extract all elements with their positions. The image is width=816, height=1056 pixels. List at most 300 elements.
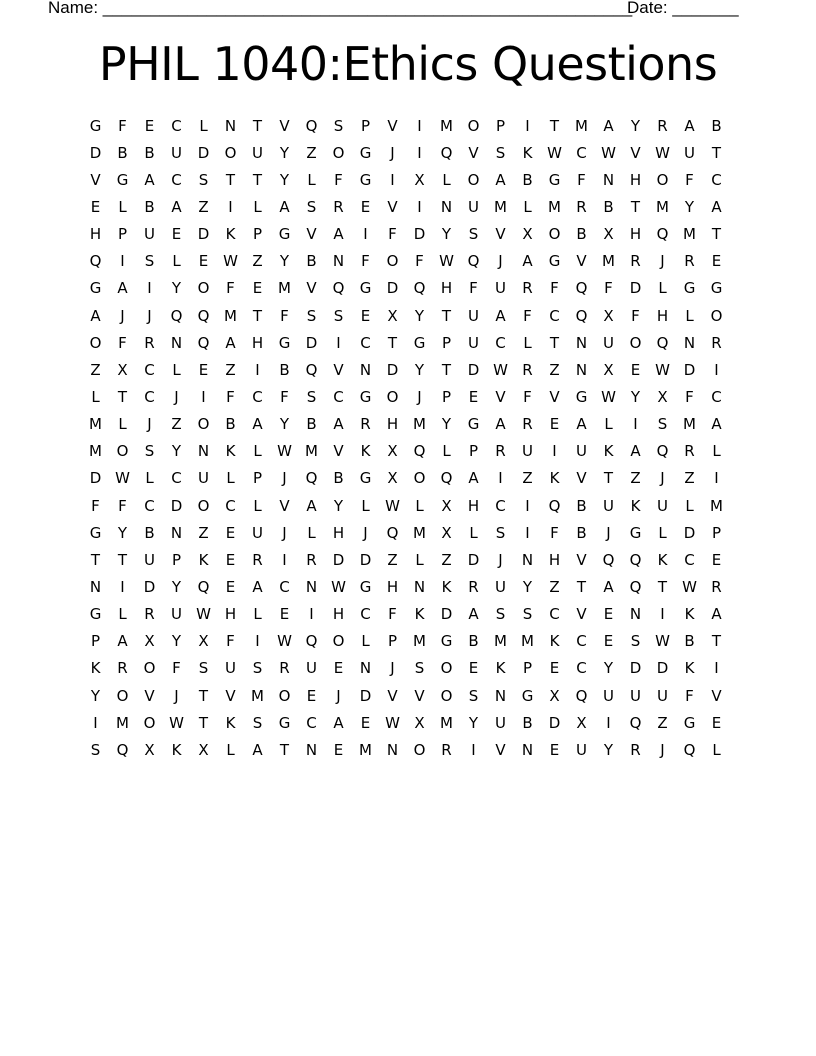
grid-letter: U (468, 197, 479, 216)
grid-letter: A (252, 740, 263, 759)
grid-letter: G (89, 605, 102, 624)
grid-letter: S (198, 659, 209, 678)
grid-letter: C (549, 306, 560, 325)
grid-letter: N (332, 252, 345, 271)
grid-letter: E (711, 713, 722, 732)
grid-letter: V (387, 686, 398, 705)
grid-letter: U (495, 713, 506, 732)
grid-letter: C (711, 170, 722, 189)
grid-letter: Q (413, 279, 426, 298)
grid-letter: O (413, 469, 426, 488)
grid-letter: V (495, 740, 506, 759)
grid-letter: I (525, 116, 530, 135)
grid-letter: D (197, 143, 210, 162)
grid-letter: G (278, 713, 291, 732)
grid-letter: G (359, 170, 372, 189)
grid-letter: B (279, 360, 290, 379)
grid-letter: C (549, 605, 560, 624)
grid-letter: U (576, 740, 587, 759)
grid-letter: V (90, 170, 101, 189)
grid-letter: H (386, 415, 399, 434)
grid-letter: E (711, 550, 722, 569)
grid-letter: G (116, 170, 129, 189)
grid-letter: M (575, 116, 588, 135)
grid-row (82, 248, 730, 275)
grid-letter: X (603, 306, 614, 325)
grid-letter: L (253, 496, 262, 515)
grid-letter: R (630, 740, 641, 759)
grid-letter: N (89, 577, 102, 596)
grid-letter: V (711, 686, 722, 705)
grid-letter: M (656, 197, 669, 216)
grid-letter: N (440, 197, 453, 216)
grid-letter: R (495, 442, 506, 461)
grid-letter: C (171, 170, 182, 189)
grid-letter: Y (522, 577, 533, 596)
grid-letter: V (279, 496, 290, 515)
grid-letter: D (467, 550, 480, 569)
grid-letter: N (224, 116, 237, 135)
grid-letter: M (89, 415, 102, 434)
grid-letter: Y (441, 225, 452, 244)
grid-letter: F (523, 387, 532, 406)
grid-letter: U (171, 143, 182, 162)
grid-letter: W (115, 469, 130, 488)
grid-letter: O (710, 306, 723, 325)
grid-letter: J (498, 550, 503, 569)
grid-row (82, 112, 730, 139)
grid-letter: P (252, 225, 263, 244)
grid-letter: I (552, 442, 557, 461)
grid-letter: W (223, 252, 238, 271)
grid-letter: J (282, 469, 287, 488)
grid-letter: E (171, 225, 182, 244)
grid-letter: I (714, 360, 719, 379)
grid-letter: E (603, 632, 614, 651)
grid-letter: F (685, 686, 694, 705)
grid-letter: F (226, 279, 235, 298)
grid-letter: U (657, 686, 668, 705)
grid-letter: T (711, 143, 722, 162)
grid-letter: W (196, 605, 211, 624)
grid-letter: C (279, 577, 290, 596)
grid-letter: R (360, 415, 371, 434)
grid-letter: X (603, 225, 614, 244)
grid-letter: I (471, 740, 476, 759)
grid-letter: U (252, 523, 263, 542)
grid-letter: V (333, 442, 344, 461)
grid-letter: M (251, 686, 264, 705)
grid-letter: I (390, 170, 395, 189)
grid-letter: G (683, 713, 696, 732)
grid-letter: R (468, 577, 479, 596)
grid-letter: U (603, 333, 614, 352)
grid-letter: S (144, 252, 155, 271)
grid-row (82, 492, 730, 519)
grid-letter: K (522, 143, 533, 162)
grid-letter: P (90, 632, 101, 651)
grid-letter: S (468, 686, 479, 705)
grid-letter: G (278, 225, 291, 244)
grid-letter: X (387, 469, 398, 488)
grid-letter: S (414, 659, 425, 678)
grid-letter: S (468, 225, 479, 244)
grid-row (82, 275, 730, 302)
grid-letter: Y (630, 116, 641, 135)
grid-letter: M (305, 442, 318, 461)
grid-letter: M (116, 713, 129, 732)
grid-letter: M (548, 197, 561, 216)
grid-letter: R (306, 550, 317, 569)
grid-letter: A (306, 496, 317, 515)
grid-letter: D (143, 577, 156, 596)
grid-row (82, 221, 730, 248)
grid-letter: M (413, 523, 426, 542)
grid-letter: E (252, 279, 263, 298)
grid-letter: T (90, 550, 101, 569)
grid-letter: S (252, 659, 263, 678)
grid-letter: A (495, 170, 506, 189)
grid-letter: M (683, 415, 696, 434)
grid-letter: U (468, 333, 479, 352)
grid-letter: N (305, 740, 318, 759)
grid-letter: K (225, 225, 236, 244)
grid-letter: H (629, 170, 642, 189)
grid-row (82, 573, 730, 600)
grid-letter: P (171, 550, 182, 569)
grid-letter: C (333, 387, 344, 406)
grid-letter: E (468, 387, 479, 406)
grid-letter: B (468, 632, 479, 651)
grid-letter: H (224, 605, 237, 624)
grid-letter: R (252, 550, 263, 569)
grid-letter: K (603, 442, 614, 461)
grid-letter: R (522, 279, 533, 298)
grid-letter: A (279, 197, 290, 216)
grid-letter: H (440, 279, 453, 298)
grid-letter: U (603, 496, 614, 515)
grid-letter: O (224, 143, 237, 162)
grid-letter: H (467, 496, 480, 515)
grid-row (82, 139, 730, 166)
grid-letter: C (495, 333, 506, 352)
grid-letter: N (359, 360, 372, 379)
grid-letter: T (387, 333, 398, 352)
grid-letter: X (198, 632, 209, 651)
grid-letter: I (336, 333, 341, 352)
grid-letter: F (172, 659, 181, 678)
grid-letter: V (576, 550, 587, 569)
grid-letter: R (657, 116, 668, 135)
grid-letter: X (576, 713, 587, 732)
grid-letter: Z (549, 577, 560, 596)
grid-letter: Q (305, 632, 318, 651)
grid-letter: G (548, 252, 561, 271)
grid-letter: I (417, 197, 422, 216)
grid-row (82, 438, 730, 465)
grid-letter: I (417, 143, 422, 162)
grid-letter: W (439, 252, 454, 271)
grid-letter: M (359, 740, 372, 759)
grid-letter: M (89, 442, 102, 461)
grid-letter: J (174, 387, 179, 406)
grid-letter: G (359, 143, 372, 162)
grid-letter: G (440, 632, 453, 651)
grid-letter: I (714, 659, 719, 678)
grid-letter: S (495, 605, 506, 624)
grid-row (82, 302, 730, 329)
grid-letter: F (361, 252, 370, 271)
grid-letter: S (495, 143, 506, 162)
grid-letter: R (684, 252, 695, 271)
grid-letter: D (413, 225, 426, 244)
grid-letter: N (197, 442, 210, 461)
grid-letter: X (387, 306, 398, 325)
grid-letter: N (521, 550, 534, 569)
grid-letter: P (441, 333, 452, 352)
grid-letter: Q (197, 577, 210, 596)
grid-letter: F (550, 523, 559, 542)
grid-letter: I (606, 713, 611, 732)
grid-letter: S (90, 740, 101, 759)
grid-letter: O (332, 143, 345, 162)
grid-letter: F (388, 605, 397, 624)
grid-letter: O (467, 116, 480, 135)
grid-letter: Q (89, 252, 102, 271)
grid-letter: K (630, 496, 641, 515)
grid-letter: Y (630, 387, 641, 406)
grid-letter: R (522, 360, 533, 379)
grid-letter: I (255, 632, 260, 651)
grid-letter: K (90, 659, 101, 678)
grid-letter: H (548, 550, 561, 569)
grid-letter: T (711, 225, 722, 244)
grid-letter: M (440, 116, 453, 135)
grid-letter: P (117, 225, 128, 244)
grid-letter: N (170, 523, 183, 542)
grid-letter: O (440, 659, 453, 678)
grid-letter: W (169, 713, 184, 732)
grid-letter: U (630, 686, 641, 705)
grid-letter: Q (575, 279, 588, 298)
grid-letter: E (360, 197, 371, 216)
grid-letter: C (144, 360, 155, 379)
grid-letter: L (442, 170, 451, 189)
grid-letter: Y (117, 523, 128, 542)
grid-letter: T (117, 387, 128, 406)
grid-letter: E (549, 659, 560, 678)
grid-letter: V (549, 387, 560, 406)
grid-letter: W (385, 713, 400, 732)
grid-letter: S (333, 116, 344, 135)
grid-letter: G (575, 387, 588, 406)
grid-letter: J (336, 686, 341, 705)
grid-letter: N (575, 360, 588, 379)
grid-letter: R (441, 740, 452, 759)
header (48, 0, 748, 19)
grid-letter: Q (305, 469, 318, 488)
grid-letter: C (495, 496, 506, 515)
grid-row (82, 519, 730, 546)
grid-letter: P (252, 469, 263, 488)
grid-letter: W (655, 632, 670, 651)
grid-letter: J (147, 306, 152, 325)
grid-letter: M (683, 225, 696, 244)
grid-row (82, 736, 730, 763)
grid-letter: N (494, 686, 507, 705)
grid-letter: L (685, 306, 694, 325)
grid-letter: Q (602, 550, 615, 569)
grid-letter: L (469, 523, 478, 542)
grid-letter: M (494, 632, 507, 651)
grid-letter: R (144, 605, 155, 624)
grid-letter: F (118, 496, 127, 515)
grid-letter: I (498, 469, 503, 488)
grid-letter: D (359, 550, 372, 569)
grid-letter: G (710, 279, 723, 298)
grid-letter: H (656, 306, 669, 325)
grid-letter: Q (656, 225, 669, 244)
grid-letter: L (415, 550, 424, 569)
grid-letter: W (385, 496, 400, 515)
grid-letter: L (118, 197, 127, 216)
grid-letter: N (170, 333, 183, 352)
grid-letter: O (332, 632, 345, 651)
grid-letter: G (467, 415, 480, 434)
grid-letter: R (144, 333, 155, 352)
grid-letter: J (282, 523, 287, 542)
grid-letter: J (120, 306, 125, 325)
grid-letter: Z (198, 197, 209, 216)
grid-letter: F (469, 279, 478, 298)
grid-letter: I (120, 252, 125, 271)
grid-letter: T (117, 550, 128, 569)
grid-letter: F (118, 333, 127, 352)
grid-letter: U (144, 225, 155, 244)
grid-letter: E (225, 523, 236, 542)
grid-letter: Q (629, 550, 642, 569)
grid-letter: N (386, 740, 399, 759)
grid-letter: B (684, 632, 695, 651)
grid-letter: D (683, 523, 696, 542)
grid-letter: J (660, 469, 665, 488)
grid-letter: K (441, 577, 452, 596)
grid-letter: U (495, 577, 506, 596)
grid-letter: C (171, 116, 182, 135)
grid-row (82, 709, 730, 736)
grid-letter: Z (549, 360, 560, 379)
grid-letter: K (495, 659, 506, 678)
grid-letter: L (658, 523, 667, 542)
grid-letter: R (684, 442, 695, 461)
grid-letter: A (333, 225, 344, 244)
grid-letter: G (359, 387, 372, 406)
grid-letter: B (603, 197, 614, 216)
grid-letter: A (468, 605, 479, 624)
grid-letter: W (277, 632, 292, 651)
grid-letter: Z (522, 469, 533, 488)
grid-letter: B (117, 143, 128, 162)
grid-letter: A (252, 577, 263, 596)
grid-letter: D (467, 360, 480, 379)
grid-letter: J (390, 143, 395, 162)
grid-letter: L (307, 170, 316, 189)
grid-letter: Q (629, 577, 642, 596)
grid-letter: Y (171, 632, 182, 651)
grid-letter: L (361, 496, 370, 515)
grid-letter: Q (386, 523, 399, 542)
grid-letter: X (441, 496, 452, 515)
grid-letter: E (360, 713, 371, 732)
grid-letter: Y (279, 252, 290, 271)
grid-row (82, 193, 730, 220)
grid-letter: I (633, 415, 638, 434)
date-field-label: Date: _______ (627, 0, 739, 17)
grid-letter: X (198, 740, 209, 759)
grid-letter: M (440, 713, 453, 732)
grid-letter: F (280, 306, 289, 325)
grid-letter: G (548, 170, 561, 189)
grid-letter: K (657, 550, 668, 569)
grid-letter: Q (413, 442, 426, 461)
grid-letter: A (333, 713, 344, 732)
grid-letter: G (359, 577, 372, 596)
grid-letter: Z (225, 360, 236, 379)
grid-letter: W (331, 577, 346, 596)
grid-letter: D (359, 686, 372, 705)
grid-letter: L (442, 442, 451, 461)
grid-letter: A (144, 170, 155, 189)
grid-letter: R (333, 197, 344, 216)
name-field-label: Name: ________________________________________________________ (48, 0, 633, 17)
grid-letter: P (360, 116, 371, 135)
grid-letter: Q (197, 306, 210, 325)
grid-letter: R (522, 415, 533, 434)
grid-letter: E (360, 306, 371, 325)
grid-letter: C (171, 469, 182, 488)
grid-letter: M (413, 415, 426, 434)
grid-letter: L (712, 442, 721, 461)
grid-letter: Y (333, 496, 344, 515)
grid-letter: R (117, 659, 128, 678)
grid-letter: A (117, 279, 128, 298)
grid-letter: A (711, 197, 722, 216)
grid-letter: Y (603, 740, 614, 759)
grid-letter: W (682, 577, 697, 596)
grid-letter: R (279, 659, 290, 678)
grid-letter: Q (440, 143, 453, 162)
grid-letter: K (414, 605, 425, 624)
grid-letter: Q (575, 306, 588, 325)
grid-letter: U (657, 496, 668, 515)
grid-letter: Y (441, 415, 452, 434)
grid-letter: J (363, 523, 368, 542)
grid-letter: I (147, 279, 152, 298)
grid-letter: C (576, 659, 587, 678)
grid-letter: O (143, 713, 156, 732)
grid-letter: V (414, 686, 425, 705)
grid-letter: T (252, 116, 263, 135)
grid-letter: S (306, 306, 317, 325)
grid-letter: K (360, 442, 371, 461)
grid-letter: V (144, 686, 155, 705)
grid-letter: N (305, 577, 318, 596)
grid-letter: S (144, 442, 155, 461)
grid-letter: P (441, 387, 452, 406)
grid-letter: N (359, 659, 372, 678)
grid-letter: F (334, 170, 343, 189)
grid-letter: I (363, 225, 368, 244)
